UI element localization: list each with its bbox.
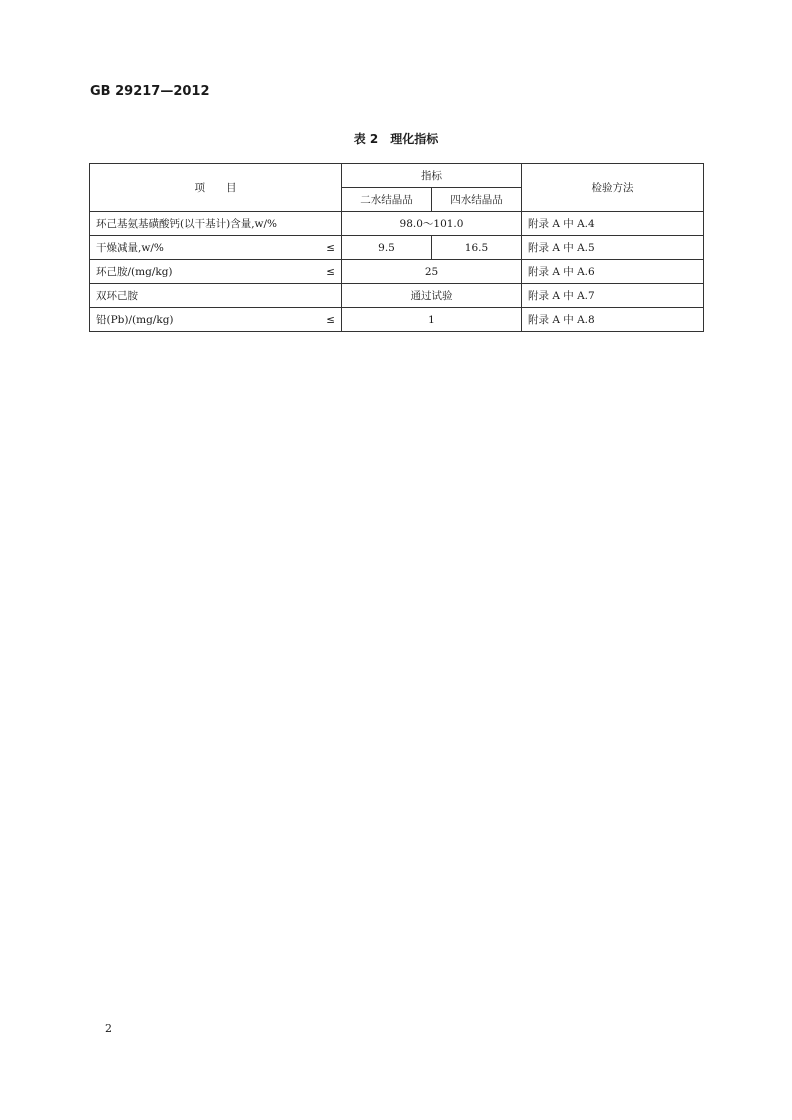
row-value-sub1: 9.5 (342, 236, 432, 260)
table-row (90, 212, 704, 236)
row-qualifier: ≤ (326, 313, 335, 326)
row-method: 附录 A 中 A.4 (522, 212, 704, 236)
row-value: 98.0～101.0 (342, 212, 522, 236)
header-sub2: 四水结晶品 (432, 188, 522, 212)
header-sub1: 二水结晶品 (342, 188, 432, 212)
row-qualifier: ≤ (326, 241, 335, 254)
row-name: 铅(Pb)/(mg/kg) (96, 314, 174, 326)
table-title: 表 2 理化指标 (353, 132, 439, 146)
standard-code: GB 29217—2012 (90, 84, 210, 99)
row-method: 附录 A 中 A.8 (522, 308, 704, 332)
table-row (90, 284, 704, 308)
row-value: 25 (342, 260, 522, 284)
row-name: 干燥减量,w/% (96, 242, 164, 254)
row-qualifier: ≤ (326, 265, 335, 278)
table-row (90, 260, 704, 284)
row-value: 通过试验 (342, 284, 522, 308)
row-name: 环己基氨基磺酸钙(以干基计)含量,w/% (90, 212, 342, 236)
row-name-cell (90, 236, 342, 260)
table-row (90, 236, 704, 260)
page-number: 2 (105, 1022, 112, 1035)
table-row (90, 308, 704, 332)
spec-table (89, 163, 704, 332)
header-item: 项 目 (90, 164, 342, 212)
row-name-cell (90, 308, 342, 332)
row-method: 附录 A 中 A.6 (522, 260, 704, 284)
row-value-sub2: 16.5 (432, 236, 522, 260)
row-name: 环己胺/(mg/kg) (96, 266, 173, 278)
header-method: 检验方法 (522, 164, 704, 212)
row-value: 1 (342, 308, 522, 332)
row-name-cell (90, 260, 342, 284)
row-name: 双环己胺 (90, 284, 342, 308)
row-method: 附录 A 中 A.5 (522, 236, 704, 260)
header-index: 指标 (342, 164, 522, 188)
row-method: 附录 A 中 A.7 (522, 284, 704, 308)
